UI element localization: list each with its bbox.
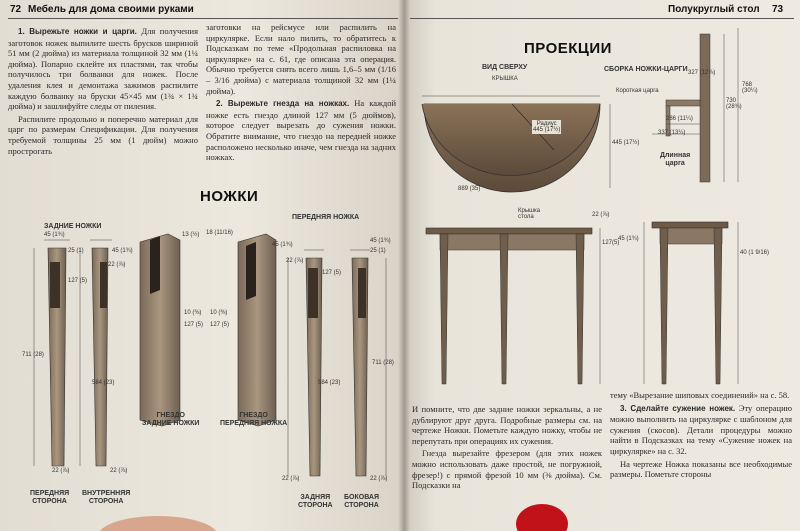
dim-22-bottom-3: 22 (⅞): [282, 476, 300, 482]
dim-45-back-2: 45 (1¾): [112, 248, 133, 254]
side-apron: [660, 228, 722, 244]
dim-445-top: 445 (17½): [612, 140, 640, 146]
dim-25-front: 25 (1): [370, 248, 386, 254]
mortise-3: [308, 268, 318, 318]
step-1-text: Для получения заготовок ножек выпилите шесть брусков шириной 51 мм (2 дюйма) из материала толщиной 32 мм (1¼ дюйма). Попарно склейте их пластями, так чтобы получилось три болванки для ножек. После удаления клея и демонтажа зажимов распилите каждую болванку на бруски 45×45 мм (1¾ × 1¾ дюйма) и зашлифуйте следы от пиления.: [8, 26, 199, 112]
dim-40-side: 40 (1 9/16): [740, 250, 770, 256]
dim-25-back: 25 (1): [68, 248, 84, 254]
dim-45-elevation: 45 (1¾): [618, 236, 639, 242]
dim-22-back: 22 (⅞): [108, 262, 126, 268]
dim-889: 889 (35): [458, 186, 481, 192]
label-tabletop: КРЫШКА: [492, 76, 518, 82]
dim-22-elevation: 22 (⅞): [592, 212, 610, 218]
step-1-label: 1. Вырежьте ножки и царги.: [18, 27, 137, 36]
label-front-side: ПЕРЕДНЯЯ СТОРОНА: [30, 490, 70, 505]
back-mortise-cavity: [150, 236, 160, 294]
book-spine: [398, 0, 410, 531]
dim-584-front: 584 (23): [318, 380, 341, 386]
right-col1-paragraph-1: И помните, что две задние ножки зеркальны, а не дублируют друг друга. Подробные размеры см. на чертеже Ножки. Пометьте каждую ножку, чтобы не перепутать при операциях их сужения.: [412, 404, 602, 446]
label-leg-apron-assembly: СБОРКА НОЖКИ-ЦАРГИ: [604, 66, 688, 73]
label-top-view: ВИД СВЕРХУ: [482, 64, 528, 71]
right-page-header-title: Полукруглый стол: [668, 4, 760, 15]
dim-10-mortise-back: 10 (⅜): [184, 310, 202, 316]
dim-127-front: 127 (5): [322, 270, 342, 276]
step-2-text: На каждой ножке есть гнездо длиной 127 мм (5 дюймов), которое следует вырезать до сужения ножки. Обратите внимание, что гнездо на передней ножке расположено несколько иначе, чем гнезда на задних ножках.: [206, 98, 397, 163]
right-text-column-1: [412, 404, 602, 493]
front-mortise-cavity: [246, 242, 256, 300]
dim-584-back: 584 (23): [92, 380, 115, 386]
dim-18-mortise: 18 (11/16): [206, 230, 233, 236]
elevation-apron: [440, 234, 584, 250]
label-back-legs: ЗАДНИЕ НОЖКИ: [44, 223, 102, 230]
left-col2-paragraph-1: заготовки на рейсмусе или распилить на циркулярке. Если нало пилить, то обратитесь к Подсказкам по теме «Продольная распиловка на циркулярке» на с. 61, где описана эта операция. Обычно требуется снять всего лишь 1,6–5 мм (1/16 – 3/16 дюйма) с материала толщиной 32 мм (1¼ дюйма).: [206, 22, 396, 96]
step-3-text: Эту операцию можно выполнить на циркулярке с шаблоном для сужения (скосов). Детали процедуры можно найти в Подсказках на тему «Сужение ножек на циркулярке» на с. 32.: [610, 402, 792, 456]
elevation-leg-2: [500, 234, 508, 384]
dim-127-back: 127 (5): [68, 278, 88, 284]
dim-127-elevation: 127(5): [602, 240, 620, 246]
mortise-1: [50, 262, 60, 308]
label-long-apron: Длинная царга: [660, 152, 691, 167]
side-leg-1: [660, 228, 668, 384]
step-2-label: 2. Вырежьте гнезда на ножках.: [216, 99, 350, 109]
assembly-leg: [700, 34, 710, 182]
dim-45-front: 45 (1¾): [272, 242, 293, 248]
right-text-column-2: [610, 390, 792, 482]
label-mortise-front: ГНЕЗДО ПЕРЕДНЯЯ НОЖКА: [220, 412, 288, 427]
right-col1-paragraph-2: Гнезда вырезайте фрезером (для этих ножек можно использовать даже простой, не погружной, фрезер!) с прямой фрезой 10 мм (⅜ дюйма). См. Подсказки на: [412, 448, 602, 491]
dim-22-bottom-4: 22 (⅞): [370, 476, 388, 482]
dim-286: 286 (11¼): [666, 116, 693, 122]
right-page-number: 73: [772, 4, 784, 15]
label-inner-side: ВНУТРЕННЯЯ СТОРОНА: [82, 490, 131, 505]
dim-22-bottom-1: 22 (⅞): [52, 468, 70, 474]
label-mortise-back: ГНЕЗДО ЗАДНИЕ НОЖКИ: [142, 412, 200, 427]
dim-10-mortise-front: 10 (⅜): [210, 310, 228, 316]
dim-127-mortise-back: 127 (5): [184, 322, 204, 328]
projections-title: ПРОЕКЦИИ: [524, 40, 612, 57]
label-table-top: Крышка стола: [518, 208, 541, 220]
dim-22-bottom-2: 22 (⅞): [110, 468, 128, 474]
assembly-short-apron: [666, 100, 700, 106]
right-page: [404, 0, 800, 531]
dim-768: 768 (30¼): [742, 82, 758, 94]
label-lateral-side: БОКОВАЯ СТОРОНА: [344, 494, 379, 509]
label-short-apron: Короткая царга: [616, 88, 659, 94]
left-page-number: 72: [10, 4, 22, 15]
dim-730: 730 (28¾): [726, 98, 742, 110]
label-rear-side: ЗАДНЯЯ СТОРОНА: [298, 494, 333, 509]
label-front-leg: ПЕРЕДНЯЯ НОЖКА: [292, 214, 360, 221]
dim-337: 337 (13¼): [658, 130, 686, 136]
left-page-header-title: Мебель для дома своими руками: [28, 4, 194, 15]
right-col2-paragraph-1: тему «Вырезание шиповых соединений» на с. 58.: [610, 390, 790, 400]
dim-711-front: 711 (28): [372, 360, 394, 366]
left-col1-paragraph-2: Распилите продольно и поперечно материал для царг по размерам Спецификации. Для получения требуемой толщины 25 мм (1 дюйм) можно прострогать: [8, 113, 198, 156]
side-leg-2: [714, 228, 722, 384]
mortise-2: [100, 262, 107, 308]
label-radius: Радиус 445 (17½): [533, 121, 561, 133]
elevation-leg-3: [576, 234, 584, 384]
dim-45-back: 45 (1¾): [44, 232, 65, 238]
elevation-tabletop: [426, 228, 592, 234]
dim-711-back: 711 (28): [22, 352, 44, 358]
elevation-leg-1: [440, 234, 448, 384]
right-col2-paragraph-3: На чертеже Ножка показаны все необходимые размеры. Пометьте стороны: [610, 458, 792, 480]
dim-327: 327 (12⅞): [688, 70, 716, 76]
dim-127-mortise-front: 127 (5): [210, 322, 230, 328]
mortise-4: [358, 268, 366, 318]
dim-13-mortise: 13 (½): [182, 232, 200, 238]
side-tabletop: [652, 222, 728, 228]
dim-45-front-2: 45 (1¾): [370, 238, 391, 244]
dim-22-front: 22 (⅞): [286, 258, 304, 264]
step-3-label: 3. Сделайте сужение ножек.: [620, 403, 736, 413]
front-mortise-detail: [238, 234, 276, 426]
legs-drawing-title: НОЖКИ: [200, 188, 259, 205]
